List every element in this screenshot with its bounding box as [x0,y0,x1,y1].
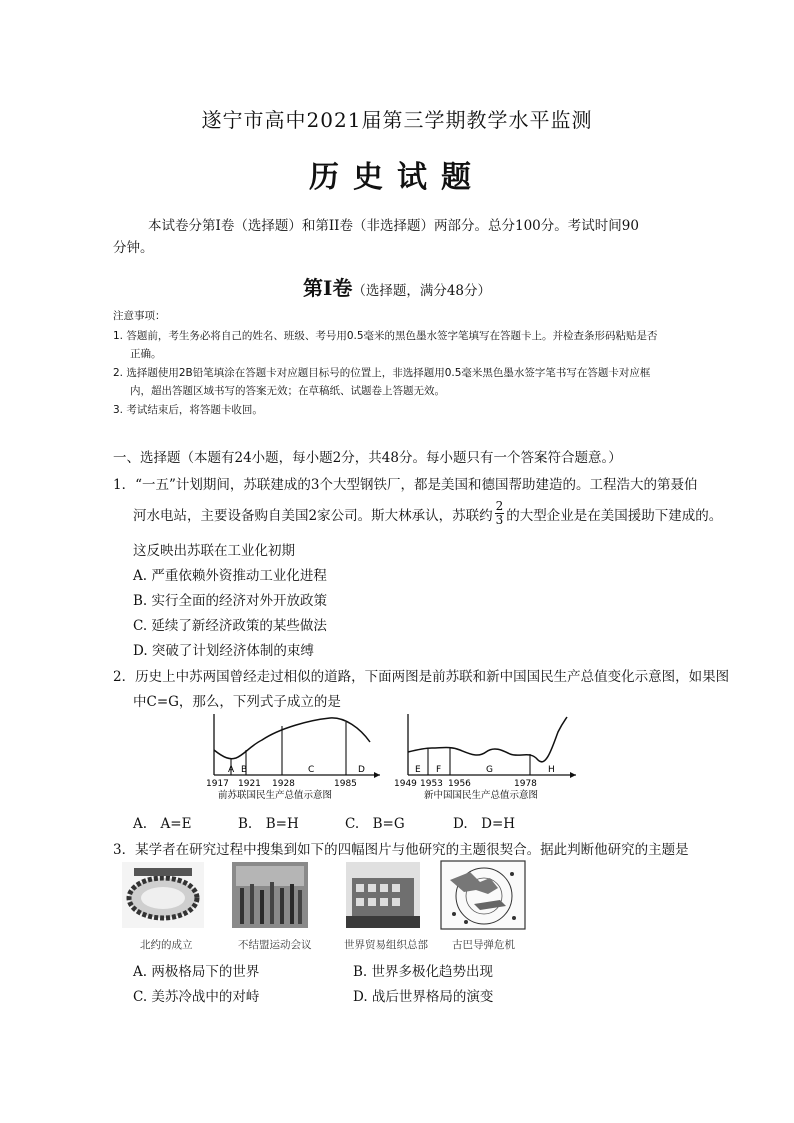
volume-heading [0,272,794,301]
cuban-missile-map [440,860,526,930]
volume-heading-main: 第Ⅰ卷 [302,276,353,300]
note-2-line-2: 内，超出答题区域书写的答案无效；在草稿纸、试题卷上答题无效。 [130,385,445,397]
q1-fraction [495,500,505,527]
segment-d-label: D [358,765,365,775]
right-chart-caption: 新中国国民生产总值示意图 [424,790,539,801]
photo-caption-4: 古巴导弹危机 [452,939,515,951]
intro-line-2: 分钟。 [113,240,154,256]
gnp-curve [408,717,567,762]
q3-option-b: B. 世界多极化趋势出现 [353,964,494,980]
q3-option-a: A. 两极格局下的世界 [133,964,260,980]
china-gnp-chart [390,712,580,804]
x-axis-arrow [374,772,380,778]
q1-line-2 [133,500,722,527]
exam-title: 遂宁市高中2021届第三学期教学水平监测 [201,108,593,132]
non-aligned-photo [232,862,308,928]
nato-founding-photo [122,862,204,928]
gnp-curve [214,718,370,759]
q3-option-d: D. 战后世界格局的演变 [353,989,494,1005]
q3-line-1: 3．某学者在研究过程中搜集到如下的四幅图片与他研究的主题很契合。据此判断他研究的主题是 [113,842,689,858]
note-1-line-2: 正确。 [130,348,162,360]
note-1-line-1: 1. 答题前，考生务必将自己的姓名、班级、考号用0.5毫米的黑色墨水签字笔填写在答题卡上。并检查条形码粘贴是否 [113,330,658,342]
q1-line-1: 1．“一五”计划期间，苏联建成的3个大型钢铁厂，都是美国和德国帮助建造的。工程浩大的第聂伯 [113,477,698,493]
note-3: 3. 考试结束后，将答题卡收回。 [113,404,263,416]
year-1949: 1949 [394,779,417,789]
q2-option-a: A. A=E [133,816,192,832]
segment-e-label: E [415,765,421,775]
q3-option-c: C. 美苏冷战中的对峙 [133,989,260,1005]
year-1917: 1917 [206,779,229,789]
q2-option-c: C. B=G [345,816,405,832]
q1-stem: 这反映出苏联在工业化初期 [133,543,295,559]
q2-option-d: D. D=H [453,816,516,832]
subject-title: 历史试题 [309,160,485,195]
volume-heading-sub: （选择题，满分48分） [352,283,492,299]
year-1985: 1985 [334,779,357,789]
notes-title: 注意事项： [113,310,166,322]
soviet-gnp-chart [200,712,390,804]
year-1956: 1956 [448,779,471,789]
segment-g-label: G [486,765,493,775]
note-2-line-1: 2. 选择题使用2B铅笔填涂在答题卡对应题目标号的位置上，非选择题用0.5毫米黑色墨水签字笔书写在答题卡对应框 [113,367,651,379]
q1-option-d: D. 突破了计划经济体制的束缚 [133,643,314,659]
intro-line-1: 本试卷分第Ⅰ卷（选择题）和第II卷（非选择题）两部分。总分100分。考试时间90 [148,218,639,234]
x-axis-arrow [570,772,576,778]
left-chart-caption: 前苏联国民生产总值示意图 [218,790,333,801]
fraction-denominator: 3 [495,513,504,527]
year-1921: 1921 [238,779,261,789]
q2-line-2: 中C=G，那么，下列式子成立的是 [133,694,341,710]
year-1928: 1928 [272,779,295,789]
year-1953: 1953 [420,779,443,789]
segment-a-label: A [228,765,235,775]
year-1978: 1978 [514,779,537,789]
segment-f-label: F [436,765,442,775]
fraction-numerator: 2 [495,499,504,513]
photo-caption-3: 世界贸易组织总部 [344,939,428,951]
q1-option-c: C. 延续了新经济政策的某些做法 [133,618,327,634]
photo-caption-2: 不结盟运动会议 [238,939,312,951]
segment-b-label: B [241,765,248,775]
segment-h-label: H [548,765,555,775]
q1-line-2-post: 的大型企业是在美国援助下建成的。 [506,507,723,524]
part-one-heading: 一、选择题（本题有24小题，每小题2分，共48分。每小题只有一个答案符合题意。） [113,450,622,466]
q2-option-b: B. B=H [238,816,299,832]
q1-option-a: A. 严重依赖外资推动工业化进程 [133,568,327,584]
photo-caption-1: 北约的成立 [140,939,193,951]
segment-c-label: C [308,765,315,775]
q1-line-2-pre: 河水电站，主要设备购自美国2家公司。斯大林承认，苏联约 [133,507,493,524]
q2-line-1: 2．历史上中苏两国曾经走过相似的道路，下面两图是前苏联和新中国国民生产总值变化示意图，如果图 [113,669,730,685]
q1-option-b: B. 实行全面的经济对外开放政策 [133,593,328,609]
wto-headquarters-photo [346,862,420,928]
